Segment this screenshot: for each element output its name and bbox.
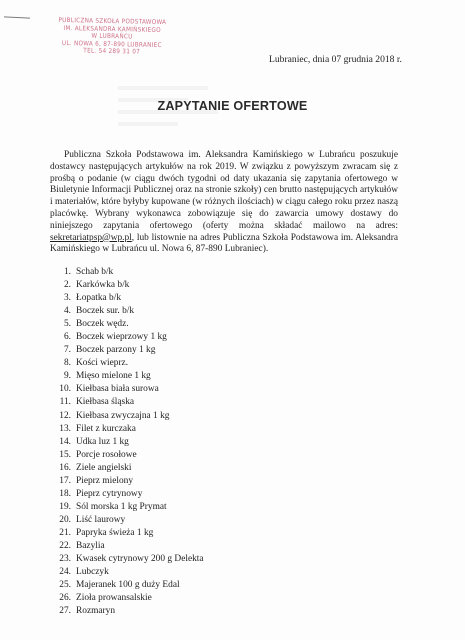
list-item-number: 3. xyxy=(63,293,71,304)
list-item-number: 22. xyxy=(59,540,71,551)
list-item xyxy=(52,579,204,592)
list-item xyxy=(52,331,204,344)
body-text-part2: , lub listownie na adres Publiczna Szkoła Podstawowa im. Aleksandra Kamińskiego w Lubrańcu ul. Nowa 6, 87-890 Lubraniec). xyxy=(50,232,398,255)
list-item-label: Kiełbasa śląska xyxy=(76,397,135,408)
list-item-label: Mięso mielone 1 kg xyxy=(76,371,151,382)
list-item xyxy=(52,266,204,279)
list-item-label: Papryka świeża 1 kg xyxy=(76,527,154,538)
list-item-number: 5. xyxy=(63,319,71,330)
list-item-label: Łopatka b/k xyxy=(76,293,122,304)
items-list xyxy=(52,266,204,618)
list-item-label: Kości wieprz. xyxy=(76,358,129,369)
list-item-label: Majeranek 100 g duży Edal xyxy=(76,580,180,591)
place-and-date: Lubraniec, dnia 07 grudnia 2018 r. xyxy=(269,54,402,65)
school-stamp xyxy=(52,17,173,57)
list-item-number: 10. xyxy=(59,384,71,395)
list-item xyxy=(52,305,204,318)
list-item-number: 17. xyxy=(59,475,71,486)
show-through-ghost xyxy=(118,78,228,148)
list-item xyxy=(52,410,204,423)
list-item xyxy=(52,436,204,449)
list-item-label: Pieprz cytrynowy xyxy=(76,488,143,499)
list-item xyxy=(52,396,204,409)
list-item-label: Boczek wieprzowy 1 kg xyxy=(76,332,167,343)
list-item-number: 20. xyxy=(59,514,71,525)
list-item-label: Karkówka b/k xyxy=(76,280,130,291)
list-item xyxy=(52,357,204,370)
list-item-number: 19. xyxy=(59,501,71,512)
list-item-number: 9. xyxy=(63,371,71,382)
list-item-number: 21. xyxy=(59,527,71,538)
list-item-number: 16. xyxy=(59,462,71,473)
stamp-line: PUBLICZNA SZKOŁA PODSTAWOWA xyxy=(58,16,167,27)
list-item-label: Schab b/k xyxy=(76,267,114,277)
list-item xyxy=(52,605,204,618)
list-item-label: Lubczyk xyxy=(76,567,109,578)
list-item-label: Liść laurowy xyxy=(76,514,126,525)
list-item-number: 13. xyxy=(59,423,71,434)
list-item xyxy=(52,566,204,579)
list-item xyxy=(52,462,204,475)
stamp-line: UL. NOWA 6, 87-890 LUBRANIEC xyxy=(61,39,162,49)
list-item xyxy=(52,383,204,396)
list-item-label: Boczek parzony 1 kg xyxy=(76,345,156,356)
list-item-number: 1. xyxy=(63,267,71,277)
list-item-label: Filet z kurczaka xyxy=(76,423,136,434)
list-item xyxy=(52,540,204,553)
list-item-number: 7. xyxy=(63,345,71,356)
list-item-label: Boczek wędz. xyxy=(76,319,129,330)
list-item-label: Kiełbasa zwyczajna 1 kg xyxy=(76,410,170,421)
list-item xyxy=(52,370,204,383)
list-item-label: Porcje rosołowe xyxy=(76,449,137,460)
list-item-number: 18. xyxy=(59,488,71,499)
list-item xyxy=(52,292,204,305)
list-item-number: 15. xyxy=(59,449,71,460)
list-item-label: Udka luz 1 kg xyxy=(76,436,129,447)
list-item xyxy=(52,423,204,436)
list-item xyxy=(52,318,204,331)
list-item-number: 23. xyxy=(59,554,71,565)
list-item xyxy=(52,553,204,566)
list-item-number: 24. xyxy=(59,567,71,578)
list-item-label: Boczek sur. b/k xyxy=(76,306,135,317)
stamp-line: W LUBRAŃCU xyxy=(91,32,133,41)
list-item xyxy=(52,501,204,514)
list-item-label: Pieprz mielony xyxy=(76,475,134,486)
list-item-number: 26. xyxy=(59,593,71,604)
list-item-number: 27. xyxy=(59,606,71,617)
list-item xyxy=(52,592,204,605)
list-item-label: Kwasek cytrynowy 200 g Delekta xyxy=(76,554,204,565)
list-item-label: Ziele angielski xyxy=(76,462,132,473)
document-title: ZAPYTANIE OFERTOWE xyxy=(157,99,308,113)
stamp-line: TEL. 54 289 31 07 xyxy=(83,47,141,56)
list-item-number: 12. xyxy=(59,410,71,421)
body-text-part1: Publiczna Szkoła Podstawowa im. Aleksandra Kamińskiego w Lubrańcu poszukuje dostawcy następujących artykułów na rok 2019. W związku z powyższym zwracam się z prośbą o podanie (w ciągu dwóch tygodni od daty ukazania się zapytania ofertowego w Biuletynie Informacji Publicznej oraz na stronie szkoły) cen brutto następujących artykułów i materiałów, które byłyby kupowane (w różnych ilościach) w ciągu całego roku przez naszą placówkę. Wybrany wykonawca zobowiązuje się do zawarcia umowy dostawy do niniejszego zapytania ofertowego (oferty można składać mailowo na adres: xyxy=(50,150,398,231)
list-item-number: 8. xyxy=(63,358,71,369)
list-item-number: 11. xyxy=(59,397,71,408)
list-item xyxy=(52,475,204,488)
list-item-number: 25. xyxy=(59,580,71,591)
list-item-number: 14. xyxy=(59,436,71,447)
list-item-label: Zioła prowansalskie xyxy=(76,593,152,604)
list-item-label: Bazylia xyxy=(76,540,105,551)
list-item-label: Kiełbasa biała surowa xyxy=(76,384,159,395)
list-item xyxy=(52,279,204,292)
list-item-number: 6. xyxy=(63,332,71,343)
list-item-label: Sól morska 1 kg Prymat xyxy=(76,501,167,512)
body-paragraph xyxy=(50,150,398,256)
list-item-number: 4. xyxy=(63,306,71,317)
corner-pen-mark xyxy=(4,16,30,18)
email-link[interactable]: sekretariatpsp@wp.pl xyxy=(50,232,132,243)
list-item xyxy=(52,488,204,501)
stamp-line: IM. ALEKSANDRA KAMIŃSKIEGO xyxy=(63,24,161,34)
list-item xyxy=(52,344,204,357)
list-item xyxy=(52,514,204,527)
list-item xyxy=(52,527,204,540)
list-item-label: Rozmaryn xyxy=(76,606,116,617)
list-item xyxy=(52,449,204,462)
list-item-number: 2. xyxy=(63,280,71,291)
